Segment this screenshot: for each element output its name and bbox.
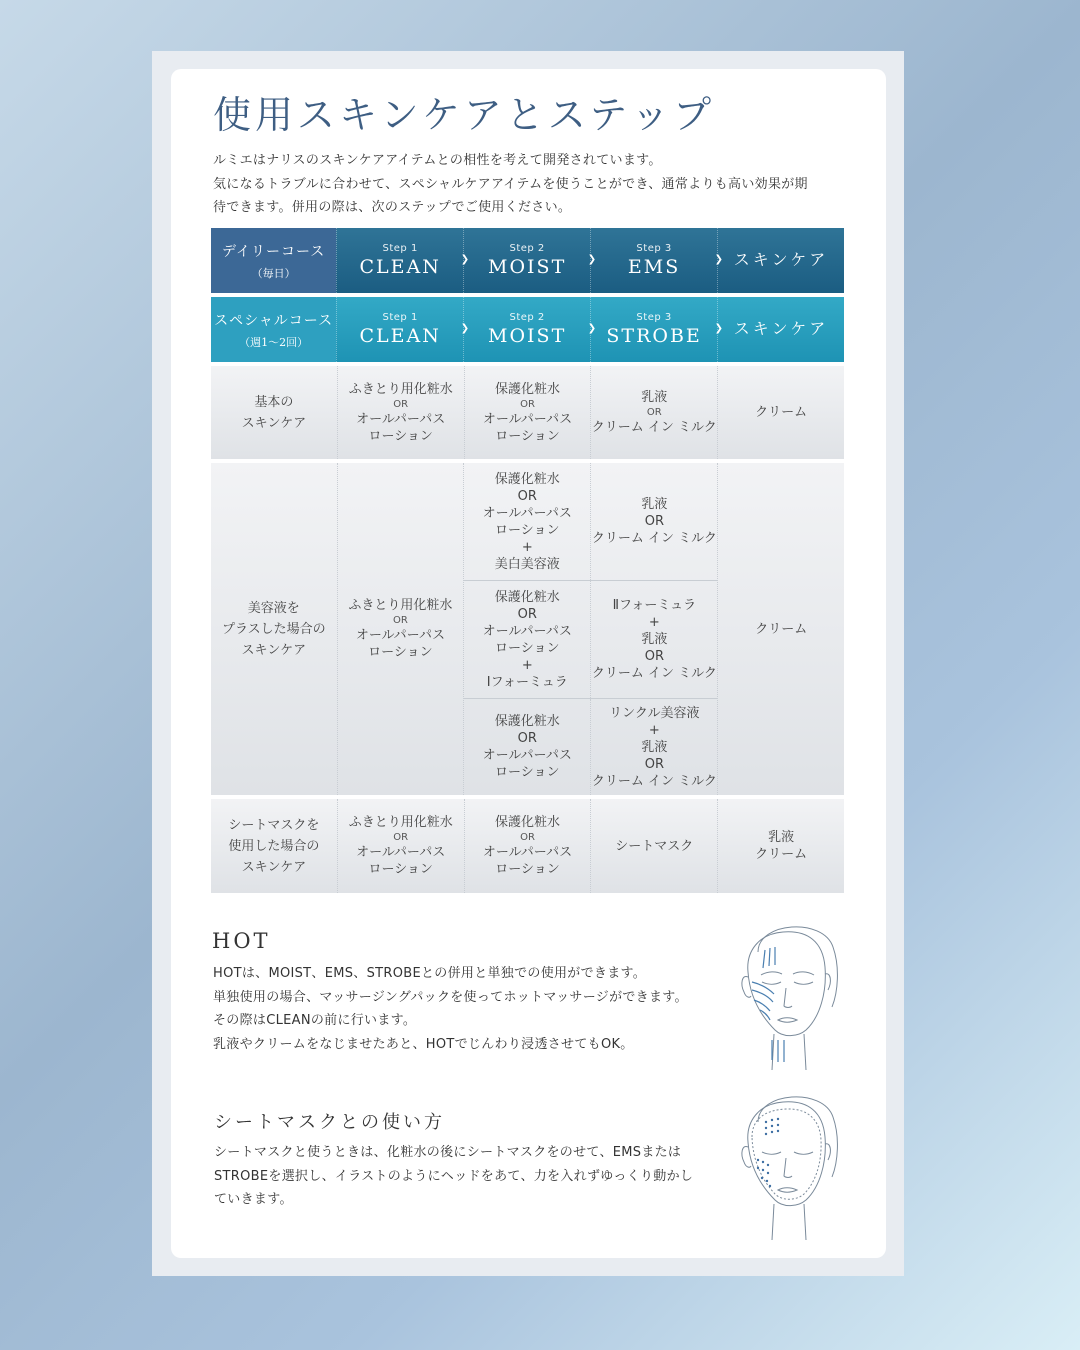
table-cell [717, 366, 844, 459]
table-cell [464, 699, 590, 795]
cell-line: 乳液 [641, 632, 668, 647]
or-label: OR [393, 398, 409, 410]
or-label: OR [517, 606, 537, 622]
cell-line: Ⅰフォーミュラ [486, 674, 568, 690]
table-cell [590, 799, 717, 893]
step-tag: Step 3 [636, 243, 672, 254]
plus-label: + [648, 615, 660, 630]
row-header [211, 366, 337, 459]
chevron-right-icon: ❯ [714, 254, 724, 265]
cell-line: オールパーパス [482, 845, 573, 860]
cell-line: オールパーパス [356, 845, 446, 860]
plus-label: + [521, 539, 533, 555]
step-name: CLEAN [359, 256, 441, 278]
serum-variant-formula [464, 580, 717, 698]
table-cell [590, 463, 717, 580]
daily-step-skincare [714, 228, 844, 293]
plus-label: + [521, 657, 533, 673]
step-name: スキンケア [733, 319, 829, 338]
chevron-right-icon: ❯ [587, 254, 597, 265]
face-sheetmask-illustration [728, 1082, 848, 1247]
step-name: EMS [627, 256, 681, 278]
cell-line: ふきとり用化粧水 [348, 381, 453, 397]
serum-skincare-row [211, 463, 844, 795]
daily-step-2 [460, 228, 597, 293]
row-header-line: プラスした場合の [221, 621, 326, 637]
step-tag: Step 2 [509, 243, 545, 254]
or-label: OR [644, 649, 664, 664]
cell-line: オールパーパス [482, 411, 573, 427]
daily-step-1 [336, 228, 470, 293]
intro-line: 気になるトラブルに合わせて、スペシャルケアアイテムを使うことができ、通常よりも高い効果が期 [213, 176, 808, 192]
table-cell [717, 463, 844, 795]
table-cell [717, 799, 844, 893]
table-cell [337, 463, 464, 795]
hot-line: 単独使用の場合、マッサージングパックを使ってホットマッサージができます。 [213, 989, 688, 1005]
daily-course-header [211, 228, 336, 293]
or-label: OR [644, 514, 664, 529]
cell-line: ローション [495, 428, 560, 444]
intro-line: 待できます。併用の際は、次のステップでご使用ください。 [213, 200, 572, 215]
cell-line: ローション [495, 862, 560, 877]
special-course-header [211, 297, 336, 362]
cell-line: クリーム [755, 405, 808, 420]
intro-text [213, 149, 853, 220]
table-cell [590, 366, 717, 459]
special-course-row [211, 297, 844, 362]
daily-step-3 [587, 228, 724, 293]
row-header [211, 799, 337, 893]
or-label: OR [393, 832, 409, 843]
mask-line: STROBEを選択し、イラストのようにヘッドをあて、力を入れずゆっくり動かし [214, 1168, 694, 1184]
course-name: デイリーコース [221, 243, 326, 260]
cell-line: オールパーパス [482, 748, 572, 763]
step-tag: Step 2 [509, 312, 545, 323]
step-tag: Step 3 [636, 312, 672, 323]
cell-line: オールパーパス [482, 623, 572, 639]
step-name: CLEAN [359, 325, 441, 347]
mask-line: ていきます。 [214, 1192, 293, 1207]
chevron-right-icon: ❯ [460, 323, 470, 334]
cell-line: 美白美容液 [494, 556, 560, 572]
table-cell [590, 581, 717, 698]
row-header [211, 463, 337, 795]
step-name: MOIST [488, 256, 567, 278]
cell-line: ローション [368, 428, 433, 444]
cell-line: オールパーパス [482, 505, 572, 521]
row-header-line: 基本の [254, 394, 294, 410]
cell-line: クリーム イン ミルク [591, 420, 717, 435]
hot-line: 乳液やクリームをなじませたあと、HOTでじんわり浸透させてもOK。 [213, 1036, 634, 1052]
step-name: MOIST [488, 325, 567, 347]
cell-line: 保護化粧水 [494, 471, 560, 487]
serum-variant-whitening [464, 463, 717, 580]
daily-course-row [211, 228, 844, 293]
serum-variants [463, 463, 717, 795]
row-header-line: 使用した場合の [228, 838, 320, 854]
table-cell [337, 366, 464, 459]
cell-line: 乳液 [768, 830, 795, 845]
course-frequency: （毎日） [251, 266, 296, 280]
cell-line: オールパーパス [356, 411, 446, 427]
basic-skincare-row [211, 366, 844, 459]
face-massage-illustration-hot [728, 912, 848, 1077]
cell-line: クリーム [755, 621, 808, 637]
or-label: OR [393, 615, 408, 626]
serum-variant-wrinkle [464, 698, 717, 795]
cell-line: 乳液 [641, 739, 668, 755]
step-tag: Step 1 [382, 312, 418, 323]
table-cell [464, 799, 591, 893]
table-cell [590, 699, 717, 795]
or-label: OR [644, 756, 664, 772]
step-tag: Step 1 [382, 243, 418, 254]
step-name: STROBE [606, 325, 702, 347]
cell-line: 保護化粧水 [494, 815, 560, 830]
cell-line: 乳液 [641, 497, 668, 512]
course-name: スペシャルコース [214, 312, 334, 329]
or-label: OR [646, 407, 662, 418]
sheetmask-section-title: シートマスクとの使い方 [214, 1112, 445, 1133]
hot-section-text [213, 962, 733, 1056]
sheetmask-skincare-row [211, 799, 844, 893]
cell-line: 保護化粧水 [494, 381, 560, 397]
plus-label: + [648, 722, 660, 738]
cell-line: リンクル美容液 [609, 705, 700, 721]
or-label: OR [517, 731, 537, 746]
chevron-right-icon: ❯ [714, 323, 724, 334]
cell-line: オールパーパス [355, 628, 445, 643]
cell-line: ローション [368, 645, 433, 660]
cell-line: ローション [495, 765, 560, 780]
page-title: 使用スキンケアとステップ [213, 93, 716, 137]
cell-line: ローション [495, 522, 560, 538]
cell-line: Ⅱフォーミュラ [612, 598, 697, 613]
cell-line: クリーム イン ミルク [591, 531, 717, 546]
special-step-3 [587, 297, 724, 362]
cell-line: クリーム [755, 847, 808, 862]
skincare-step-table [211, 228, 844, 897]
row-header-line: シートマスクを [228, 817, 320, 833]
cell-line: クリーム イン ミルク [591, 773, 717, 789]
cell-line: 乳液 [641, 390, 668, 405]
table-cell [464, 463, 590, 580]
chevron-right-icon: ❯ [587, 323, 597, 334]
chevron-right-icon: ❯ [460, 254, 470, 265]
special-step-1 [336, 297, 470, 362]
cell-line: ローション [368, 862, 433, 877]
special-step-2 [460, 297, 597, 362]
row-header-line: スキンケア [241, 415, 307, 431]
or-label: OR [520, 398, 535, 410]
table-cell [337, 799, 464, 893]
sheetmask-section-text [214, 1141, 714, 1212]
course-frequency: （週1〜2回） [239, 335, 309, 349]
table-cell [464, 366, 591, 459]
row-header-line: スキンケア [241, 859, 307, 875]
or-label: OR [517, 488, 537, 504]
step-name: スキンケア [733, 250, 829, 269]
intro-line: ルミエはナリスのスキンケアアイテムとの相性を考えて開発されています。 [213, 153, 662, 168]
cell-line: ふきとり用化粧水 [348, 815, 453, 830]
cell-line: 保護化粧水 [494, 714, 560, 729]
hot-line: その際はCLEANの前に行います。 [213, 1013, 417, 1028]
row-header-line: 美容液を [247, 600, 300, 616]
row-header-line: スキンケア [241, 642, 307, 658]
cell-line: ローション [495, 640, 560, 656]
special-step-skincare [714, 297, 844, 362]
cell-line: 保護化粧水 [494, 589, 560, 605]
hot-section-title: HOT [212, 929, 271, 953]
mask-line: シートマスクと使うときは、化粧水の後にシートマスクをのせて、EMSまたは [214, 1145, 682, 1160]
cell-line: ふきとり用化粧水 [348, 598, 453, 613]
cell-line: シートマスク [615, 838, 694, 854]
or-label: OR [520, 832, 535, 843]
cell-line: クリーム イン ミルク [591, 666, 717, 681]
hot-line: HOTは、MOIST、EMS、STROBEとの併用と単独での使用ができます。 [213, 966, 647, 981]
table-cell [464, 581, 590, 698]
